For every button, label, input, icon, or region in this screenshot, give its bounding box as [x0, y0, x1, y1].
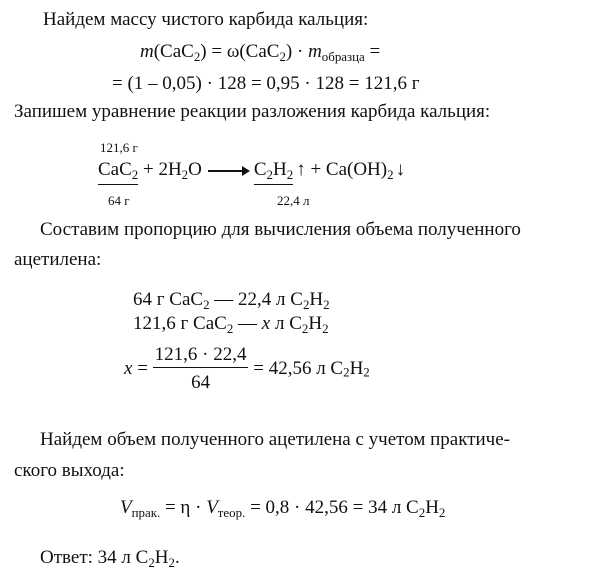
reaction-line — [98, 159, 406, 182]
subscript: 2 — [279, 48, 286, 64]
fraction: $\frac{121,6 \cdot 22,4}{64}$ — [154, 344, 247, 393]
subscript: 2 — [181, 166, 189, 182]
subscript: образца — [321, 48, 365, 64]
gas-arrow-icon: ↑ — [296, 159, 306, 180]
calc-x: x = $\frac{121,6 \cdot 22,4}{64}$ = 42,56 л $C_2H_2$ — [124, 344, 370, 393]
equation-practical-volume: $V_{прак.} = \eta \cdot V_{теор.} = 0,8 \cdot 42,56 = 34$ л $C_2H_2$ — [120, 497, 446, 520]
subscript: 2 — [387, 166, 394, 182]
annotation-cac2-mass: 121,6 г — [100, 140, 138, 155]
annotation-cac2-molar: 64 г — [108, 193, 130, 208]
formula-text: = — [364, 41, 381, 62]
heading-mass: Найдем массу чистого карбида кальция: — [43, 9, 369, 30]
product-caoh2: + Ca(OH) — [305, 159, 388, 180]
reactant-cac2: CaC$_2$ — [98, 159, 139, 182]
formula-text: O — [188, 159, 202, 180]
proportion-line-1: 64 г CaC$_2$ — 22,4 л $C_2H_2$ — [133, 289, 330, 312]
subscript: 2 — [193, 48, 201, 64]
paragraph-proportion-line2: ацетилена: — [14, 249, 102, 270]
reactant-water: + 2H — [138, 159, 182, 180]
paragraph-yield-line1: Найдем объем полученного ацетилена с учетом практиче- — [40, 429, 510, 450]
equation-mass-formula — [140, 41, 381, 64]
paragraph-yield-line2: ского выхода: — [14, 460, 125, 481]
reaction-arrow-icon — [208, 170, 248, 172]
formula-text: ) — [200, 41, 207, 62]
formula-text: ) · — [285, 41, 309, 62]
var-m: m — [140, 41, 154, 62]
annotation-c2h2-molar-volume: 22,4 л — [277, 193, 310, 208]
equation-mass-calc: = (1 – 0,05) · 128 = 0,95 · 128 = 121,6 г — [112, 73, 420, 94]
formula-text: (CaC — [153, 41, 194, 62]
formula-text: = ω(CaC — [206, 41, 280, 62]
heading-reaction: Запишем уравнение реакции разложения карбида кальция: — [14, 101, 491, 122]
product-c2h2: $C_2H_2$ — [253, 159, 294, 182]
var-m-sample: m — [308, 41, 322, 62]
proportion-line-2: 121,6 г CaC$_2$ — x л $C_2H_2$ — [133, 313, 329, 336]
precipitate-arrow-icon: ↓ — [395, 159, 406, 180]
answer: Ответ: 34 л $C_2H_2$. — [40, 547, 180, 570]
paragraph-proportion-line1: Составим пропорцию для вычисления объема полученного — [40, 219, 521, 240]
